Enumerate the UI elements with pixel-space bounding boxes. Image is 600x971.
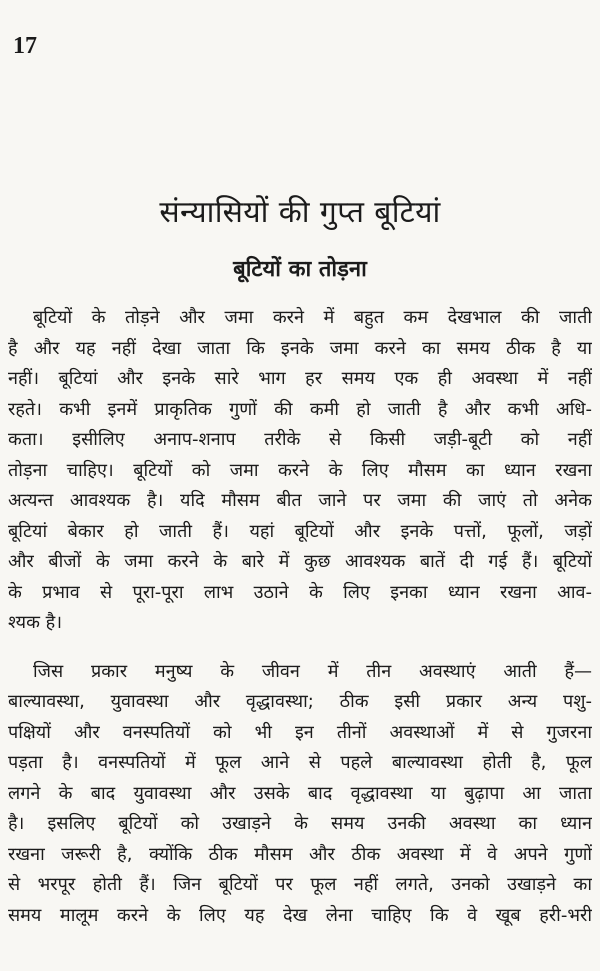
paragraph-line: के प्रभाव से पूरा-पूरा लाभ उठाने के लिए इनका ध्यान रखना आव-	[8, 581, 592, 603]
paragraph-line: अत्यन्त आवश्यक है। यदि मौसम बीत जाने पर जमा की जाएं तो अनेक	[8, 490, 592, 511]
page-number: 17	[13, 33, 37, 59]
paragraph-spacing	[8, 639, 592, 657]
section-subtitle: बूटियों का तोड़ना	[233, 257, 367, 282]
paragraph-line: और बीजों के जमा करने के बारे में कुछ आवश्यक बातें दी गई हैं। बूटियों	[8, 551, 592, 572]
paragraph-line: समय मालूम करने के लिए यह देख लेना चाहिए कि वे खूब हरी-भरी	[8, 904, 592, 926]
paragraph-line: नहीं। बूटियां और इनके सारे भाग हर समय एक ही अवस्था में नहीं	[8, 368, 592, 389]
paragraph-line: से भरपूर होती हैं। जिन बूटियों पर फूल नहीं लगते, उनको उखाड़ने का	[8, 874, 592, 895]
paragraph-line: बूटियों के तोड़ने और जमा करने में बहुत कम देखभाल की जाती	[33, 307, 592, 328]
paragraph-1	[8, 303, 592, 639]
paragraph-line: बूटियां बेकार हो जाती हैं। यहां बूटियों और इनके पत्तों, फूलों, जड़ों	[8, 520, 592, 542]
paragraph-line: कता। इसीलिए अनाप-शनाप तरीके से किसी जड़ी-बूटी को नहीं	[8, 429, 592, 450]
paragraph-line: रखना जरूरी है, क्योंकि ठीक मौसम और ठीक अवस्था में वे अपने गुणों	[8, 843, 592, 865]
paragraph-line: तोड़ना चाहिए। बूटियों को जमा करने के लिए मौसम का ध्यान रखना	[8, 459, 592, 481]
body-text	[8, 303, 592, 931]
paragraph-line: श्यक है।	[8, 612, 63, 633]
paragraph-line: पड़ता है। वनस्पतियों में फूल आने से पहले बाल्यावस्था होती है, फूल	[8, 752, 592, 773]
paragraph-line: है और यह नहीं देखा जाता कि इनके जमा करने का समय ठीक है या	[8, 337, 592, 359]
paragraph-line: है। इसलिए बूटियों को उखाड़ने के समय उनकी अवस्था का ध्यान	[8, 813, 592, 834]
paragraph-2	[8, 657, 592, 932]
paragraph-line: जिस प्रकार मनुष्य के जीवन में तीन अवस्थाएं आती हैं—	[33, 660, 592, 682]
chapter-title: संन्यासियों की गुप्त बूटियां	[159, 195, 441, 230]
paragraph-line: बाल्यावस्था, युवावस्था और वृद्धावस्था; ठीक इसी प्रकार अन्य पशु-	[8, 691, 592, 712]
paragraph-line: पक्षियों और वनस्पतियों को भी इन तीनों अवस्थाओं में से गुजरना	[8, 721, 592, 743]
paragraph-line: लगने के बाद युवावस्था और उसके बाद वृद्धावस्था या बुढ़ापा आ जाता	[8, 782, 592, 804]
paragraph-line: रहते। कभी इनमें प्राकृतिक गुणों की कमी हो जाती है और कभी अधि-	[8, 398, 592, 420]
